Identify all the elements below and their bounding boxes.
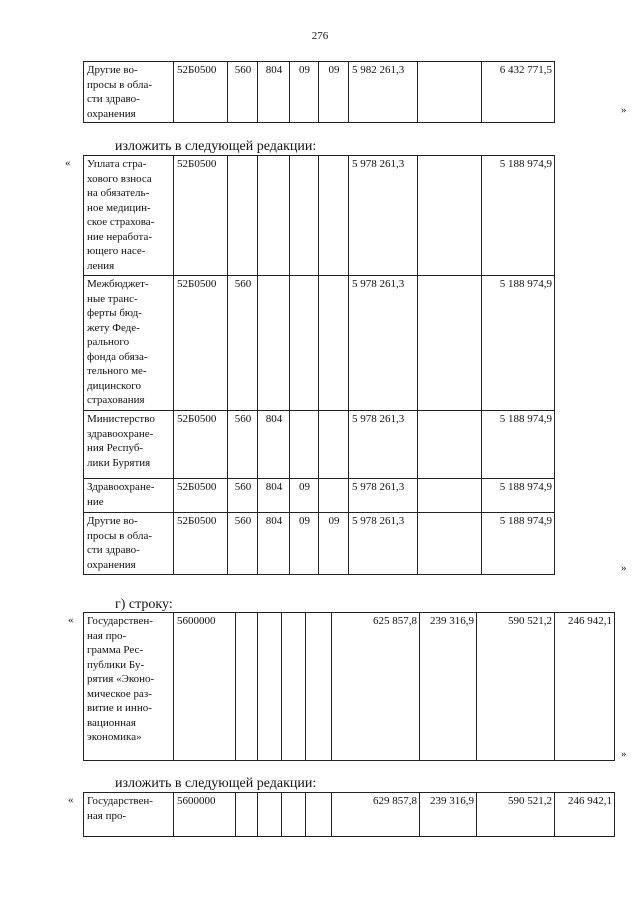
row-name: Министерство здравоохране- ния Респуб- лики Бурятия (84, 411, 174, 479)
row-pr (319, 156, 349, 276)
closing-quote: » (621, 562, 627, 574)
row-pr: 09 (319, 513, 349, 575)
row-name: Государствен- ная про- (84, 793, 174, 837)
row-gr: 804 (258, 479, 290, 513)
row-sum2 (418, 479, 482, 513)
table-row (84, 62, 555, 123)
row-sum3: 5 188 974,9 (482, 411, 555, 479)
budget-table-new-rows (83, 155, 555, 575)
row-sum1: 5 978 261,3 (349, 156, 418, 276)
row-gr (258, 276, 290, 411)
row-gr (258, 156, 290, 276)
table-row (84, 411, 555, 479)
row-sum1: 5 978 261,3 (349, 513, 418, 575)
row-rz (290, 411, 319, 479)
opening-quote: « (68, 794, 74, 806)
row-code: 52Б0500 (174, 479, 228, 513)
row-sum3: 5 188 974,9 (482, 513, 555, 575)
row-code: 52Б0500 (174, 276, 228, 411)
row-code: 5600000 (174, 793, 236, 837)
row-vr: 560 (228, 411, 258, 479)
row-gr: 804 (258, 411, 290, 479)
row-rz (282, 613, 306, 761)
row-pr (306, 613, 332, 761)
opening-quote: « (65, 157, 71, 169)
row-sum3: 5 188 974,9 (482, 156, 555, 276)
line-g-caption: г) строку: (115, 597, 173, 612)
row-sum1: 625 857,8 (332, 613, 420, 761)
row-gr: 804 (258, 513, 290, 575)
row-vr (236, 613, 258, 761)
row-rz (290, 276, 319, 411)
table-row (84, 479, 555, 513)
row-vr: 560 (228, 62, 258, 123)
row-sum2 (418, 276, 482, 411)
table-row (84, 613, 615, 761)
row-pr (319, 276, 349, 411)
row-pr: 09 (319, 62, 349, 123)
row-sum4: 246 942,1 (555, 793, 615, 837)
row-name: Другие во- просы в обла- сти здраво- охранения (84, 513, 174, 575)
row-sum1: 5 978 261,3 (349, 479, 418, 513)
closing-quote: » (621, 748, 627, 760)
row-vr: 560 (228, 276, 258, 411)
row-rz: 09 (290, 62, 319, 123)
opening-quote: « (68, 614, 74, 626)
row-name: Другие во- просы в обла- сти здраво- охранения (84, 62, 174, 123)
row-sum1: 5 978 261,3 (349, 276, 418, 411)
row-sum2 (418, 62, 482, 123)
table-row (84, 276, 555, 411)
table-row (84, 156, 555, 276)
row-sum2 (418, 411, 482, 479)
edit-caption: изложить в следующей редакции: (115, 139, 317, 154)
row-name: Здравоохране- ние (84, 479, 174, 513)
table-row (84, 793, 615, 837)
row-gr (258, 613, 282, 761)
row-sum3: 590 521,2 (477, 613, 555, 761)
row-sum1: 5 978 261,3 (349, 411, 418, 479)
row-vr (236, 793, 258, 837)
row-pr (319, 411, 349, 479)
row-sum3: 6 432 771,5 (482, 62, 555, 123)
row-rz (290, 156, 319, 276)
table-row (84, 513, 555, 575)
row-rz (282, 793, 306, 837)
row-code: 5600000 (174, 613, 236, 761)
row-sum2 (418, 156, 482, 276)
row-sum2: 239 316,9 (420, 793, 477, 837)
page-number: 276 (311, 30, 329, 42)
row-sum2 (418, 513, 482, 575)
row-vr: 560 (228, 513, 258, 575)
row-vr (228, 156, 258, 276)
program-table-old-row (83, 612, 615, 761)
row-code: 52Б0500 (174, 156, 228, 276)
row-sum3: 5 188 974,9 (482, 479, 555, 513)
row-name: Уплата стра- хового взноса на обязатель- ное медицин- ское страхова- ние неработа- ющего насе- ления (84, 156, 174, 276)
row-sum3: 5 188 974,9 (482, 276, 555, 411)
edit-caption: изложить в следующей редакции: (115, 776, 317, 791)
row-vr: 560 (228, 479, 258, 513)
row-sum1: 629 857,8 (332, 793, 420, 837)
row-code: 52Б0500 (174, 513, 228, 575)
row-rz: 09 (290, 479, 319, 513)
row-sum4: 246 942,1 (555, 613, 615, 761)
row-code: 52Б0500 (174, 62, 228, 123)
row-pr (306, 793, 332, 837)
budget-table-old-row (83, 61, 555, 123)
row-rz: 09 (290, 513, 319, 575)
closing-quote: » (621, 104, 627, 116)
row-sum2: 239 316,9 (420, 613, 477, 761)
row-pr (319, 479, 349, 513)
row-sum3: 590 521,2 (477, 793, 555, 837)
row-code: 52Б0500 (174, 411, 228, 479)
row-name: Государствен- ная про- грамма Рес- публики Бу- рятия «Эконо- мическое раз- витие и инно- вационная экономика» (84, 613, 174, 761)
program-table-new-row (83, 792, 615, 837)
row-gr: 804 (258, 62, 290, 123)
row-name: Межбюджет- ные транс- ферты бюд- жету Феде- рального фонда обяза- тельного ме- дицинского страхования (84, 276, 174, 411)
row-gr (258, 793, 282, 837)
row-sum1: 5 982 261,3 (349, 62, 418, 123)
